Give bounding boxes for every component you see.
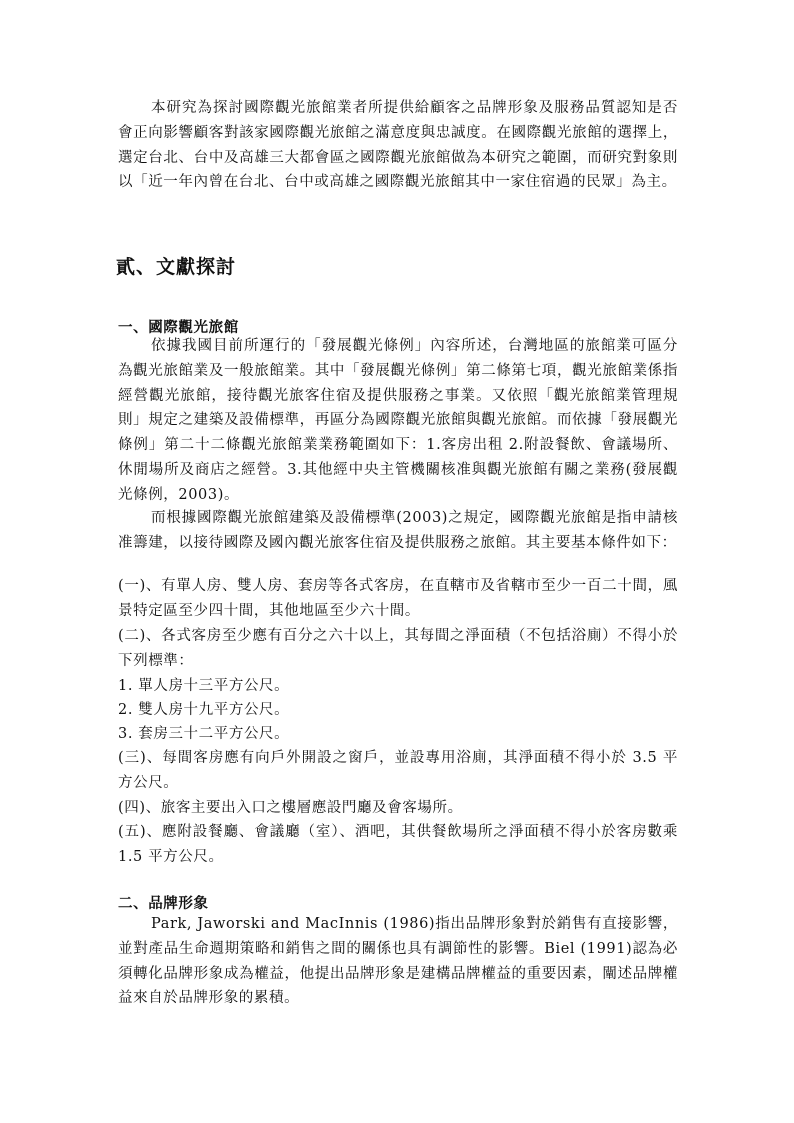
condition-item-1: (一)、有單人房、雙人房、套房等各式客房，在直轄市及省轄市至少一百二十間，風景特定區至少四十間，其他地區至少六十間。: [118, 578, 678, 619]
condition-item-4: (四)、旅客主要出入口之樓層應設門廳及會客場所。: [118, 800, 463, 816]
condition-item-2: (二)、各式客房至少應有百分之六十以上，其每間之淨面積（不包括浴廁）不得小於下列標準：: [118, 628, 678, 669]
condition-item-3: (三)、每間客房應有向戶外開設之窗戶，並設專用浴廁，其淨面積不得小於 3.5 平方公尺。: [118, 750, 678, 791]
condition-item-5: (五)、應附設餐廳、會議廳（室）、酒吧，其供餐飲場所之淨面積不得小於客房數乘 1.5 平方公尺。: [118, 824, 678, 865]
hotels-paragraph-1: 依據我國目前所運行的「發展觀光條例」內容所述，台灣地區的旅館業可區分為觀光旅館業及一般旅館業。其中「發展觀光條例」第二條第七項，觀光旅館業係指經營觀光旅館，接待觀光旅客住宿及提供服務之事業。又依照「觀光旅館業管理規則」規定之建築及設備標準，再區分為國際觀光旅館與觀光旅館。而依據「發展觀光條例」第二十二條觀光旅館業業務範圍如下：1.客房出租 2.附設餐飲、會議場所、休閒場所及商店之經營。3.其他經中央主管機關核准與觀光旅館有關之業務(發展觀光條例，2003)。: [118, 338, 678, 503]
subsection-heading-hotels: 一、國際觀光旅館: [118, 319, 239, 336]
hotels-paragraph-2: 而根據國際觀光旅館建築及設備標準(2003)之規定，國際觀光旅館是指申請核准籌建，以接待國際及國內觀光旅客住宿及提供服務之旅館。其主要基本條件如下：: [118, 510, 678, 551]
subsection-heading-brand-image: 二、品牌形象: [118, 895, 209, 912]
brand-image-paragraph: Park, Jaworski and MacInnis (1986)指出品牌形象對於銷售有直接影響，並對產品生命週期策略和銷售之間的關係也具有調節性的影響。Biel (1991)認為必須轉化品牌形象成為權益，他提出品牌形象是建構品牌權益的重要因素，闡述品牌權益來自於品牌形象的累積。: [118, 916, 678, 1007]
room-standard-single: 1. 單人房十三平方公尺。: [118, 678, 290, 694]
intro-paragraph: 本研究為探討國際觀光旅館業者所提供給顧客之品牌形象及服務品質認知是否會正向影響顧客對該家國際觀光旅館之滿意度與忠誠度。在國際觀光旅館的選擇上，選定台北、台中及高雄三大都會區之國際觀光旅館做為本研究之範圍，而研究對象則以「近一年內曾在台北、台中或高雄之國際觀光旅館其中一家住宿過的民眾」為主。: [118, 100, 678, 191]
section-heading: 貳、文獻探討: [116, 256, 237, 278]
room-standard-double: 2. 雙人房十九平方公尺。: [118, 702, 290, 718]
room-standard-suite: 3. 套房三十二平方公尺。: [118, 726, 290, 742]
